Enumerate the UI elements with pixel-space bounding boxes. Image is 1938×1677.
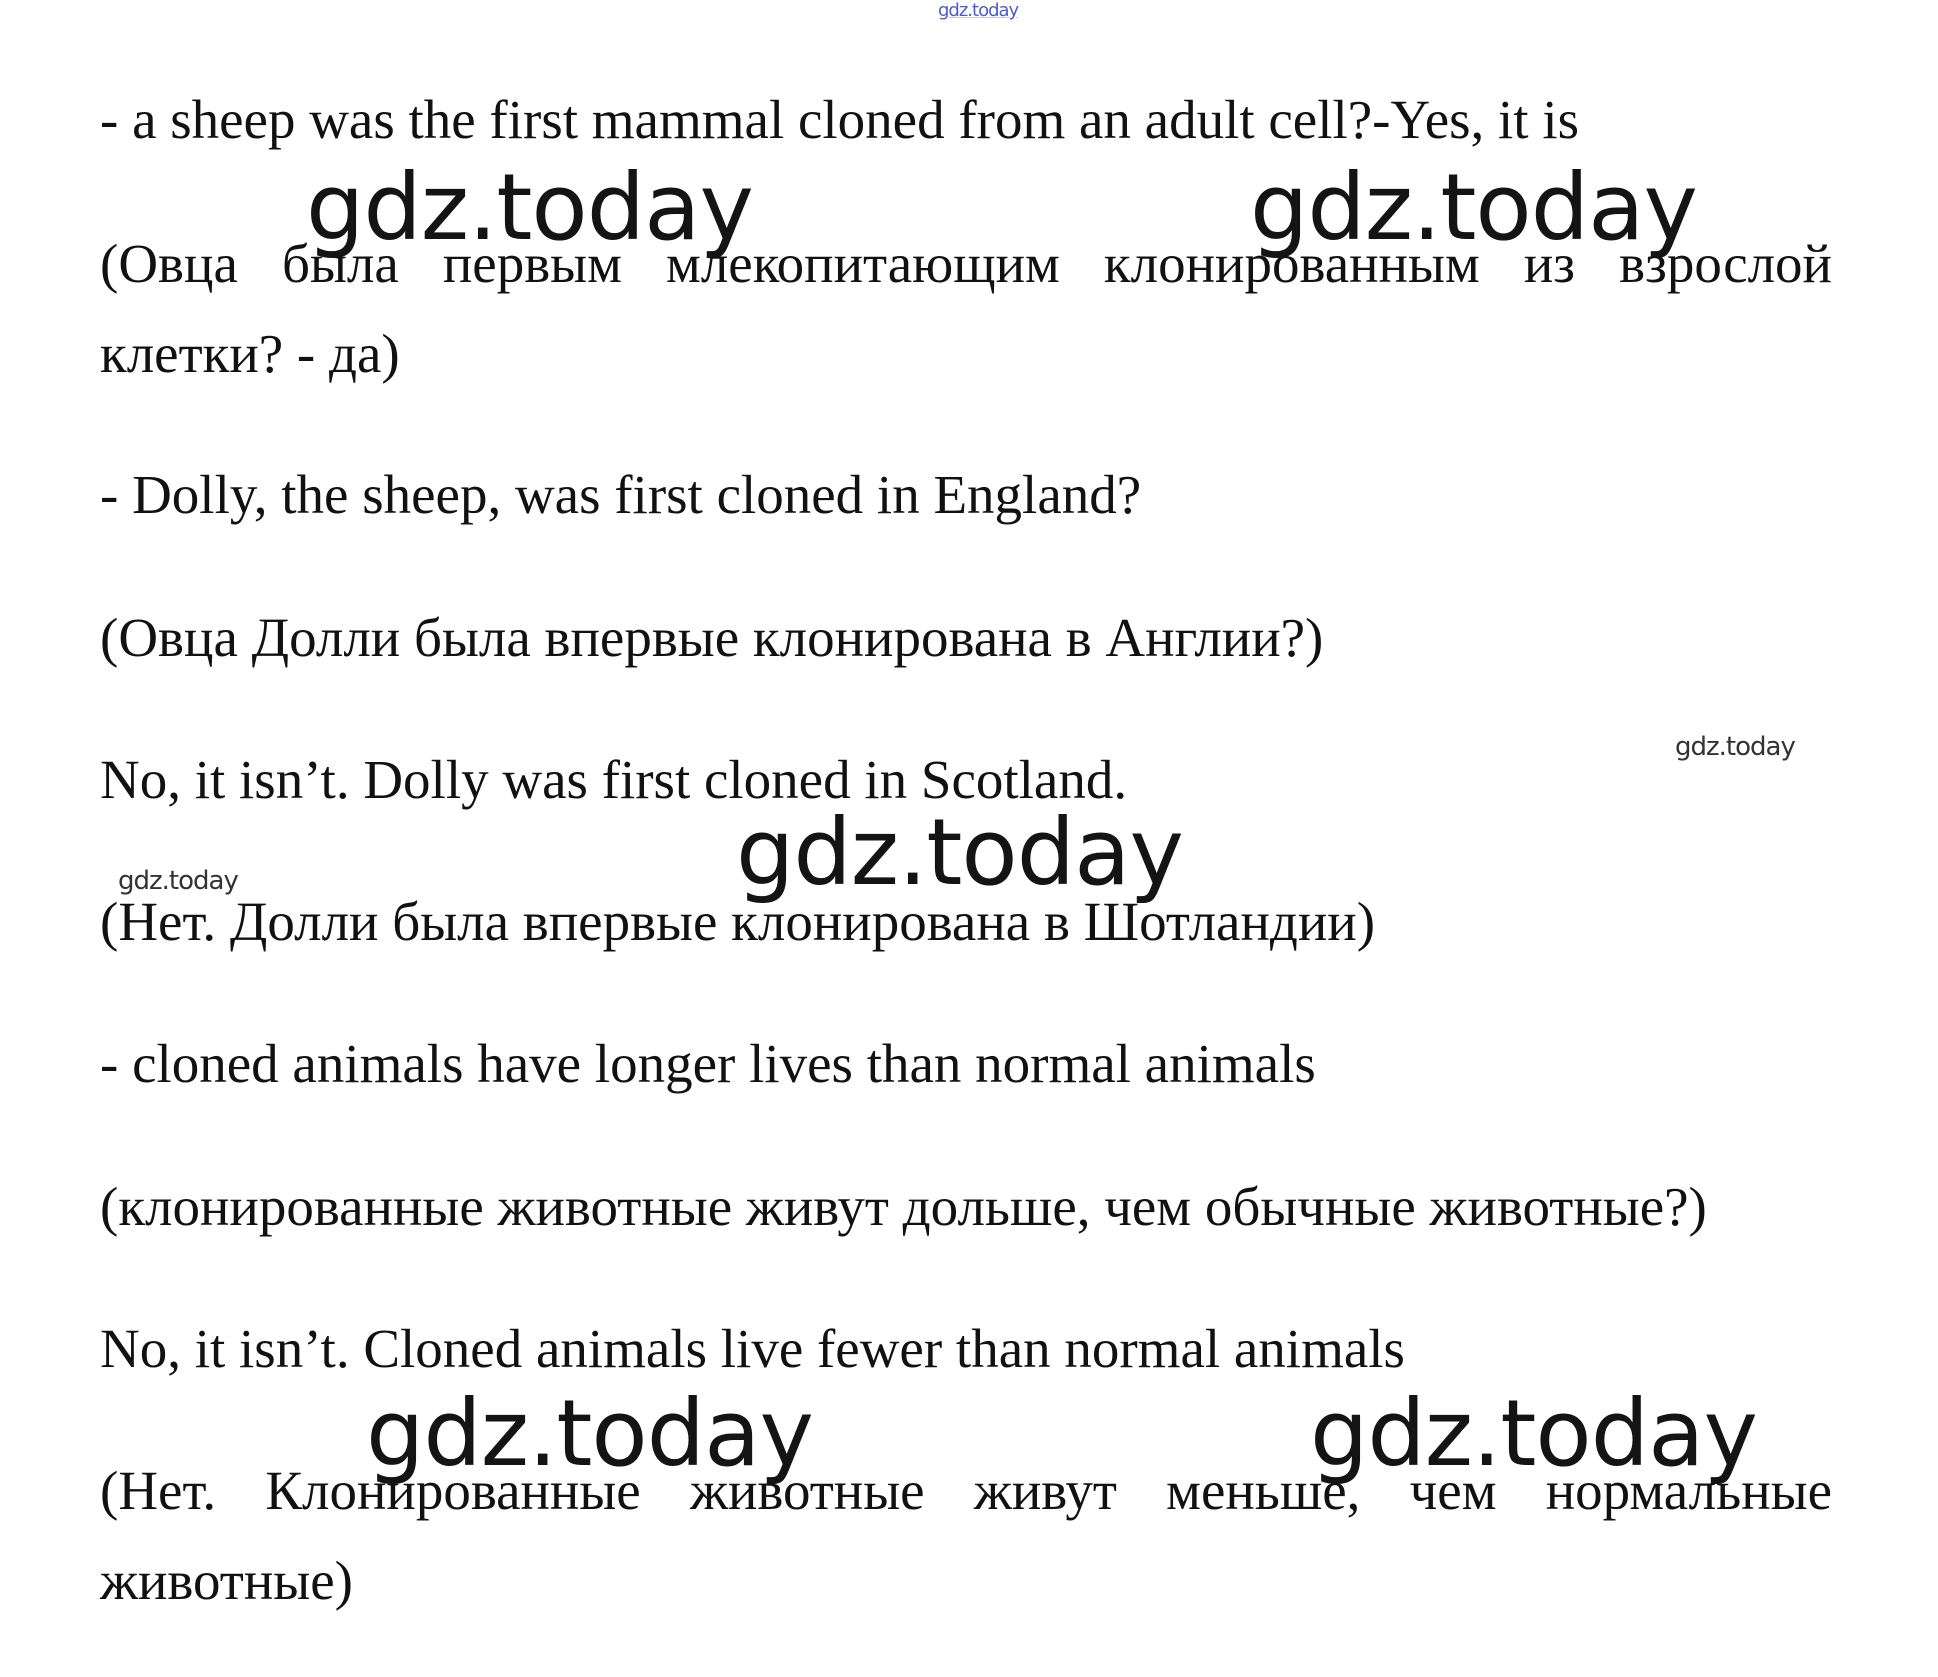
watermark-large: gdz.today xyxy=(736,799,1183,906)
answer-2-russian: (Нет. Долли была впервые клонирована в Шотландии) xyxy=(100,891,1376,952)
watermark-large: gdz.today xyxy=(1250,154,1697,261)
question-1-english: - a sheep was the first mammal cloned from an adult cell?-Yes, it is xyxy=(100,89,1580,150)
question-2-english: - Dolly, the sheep, was first cloned in England? xyxy=(100,464,1142,525)
watermark-small: gdz.today xyxy=(118,866,238,896)
question-3-english: - cloned animals have longer lives than normal animals xyxy=(100,1033,1316,1094)
watermark-large: gdz.today xyxy=(306,154,753,261)
answer-3-russian-line-1: (Нет. Клонированные животные живут меньше, чем нормальные xyxy=(100,1460,1832,1521)
answer-2-english: No, it isn’t. Dolly was first cloned in Scotland. xyxy=(100,749,1128,810)
question-1-russian-line-1: (Овца была первым млекопитающим клонированным из взрослой xyxy=(100,233,1832,294)
watermark-small: gdz.today xyxy=(1675,732,1795,762)
answer-3-russian-line-2: животные) xyxy=(100,1550,353,1611)
watermark-top: gdz.today xyxy=(938,0,1019,21)
watermark-large: gdz.today xyxy=(366,1380,813,1487)
question-2-russian: (Овца Долли была впервые клонирована в Англии?) xyxy=(100,607,1324,668)
watermark-large: gdz.today xyxy=(1310,1380,1757,1487)
question-3-russian: (клонированные животные живут дольше, чем обычные животные?) xyxy=(100,1176,1707,1237)
question-1-russian-line-2: клетки? - да) xyxy=(100,323,400,384)
answer-3-english: No, it isn’t. Cloned animals live fewer than normal animals xyxy=(100,1318,1405,1379)
